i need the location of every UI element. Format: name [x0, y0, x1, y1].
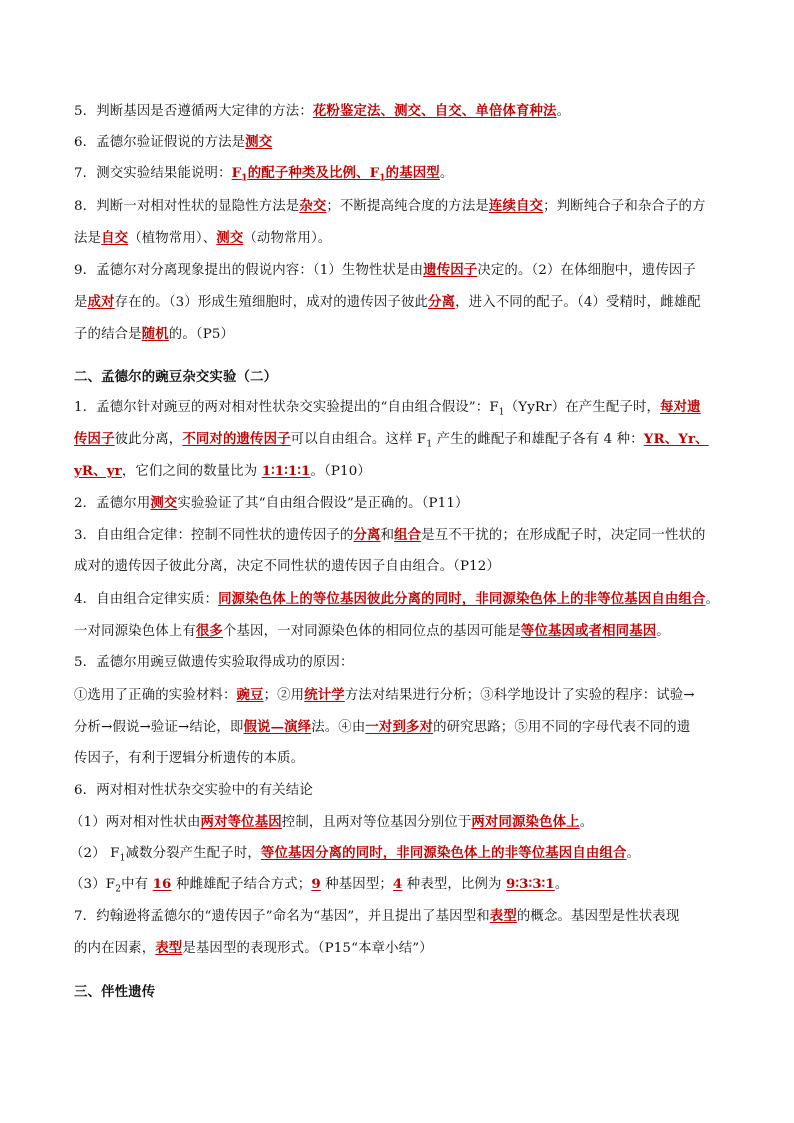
item-7 [74, 163, 453, 189]
text: 7．测交实验结果能说明： [74, 166, 232, 181]
s2-item-1-line-1: 1．孟德尔针对豌豆的两对相对性状杂交实验提出的“自由组合假设”：$F_1(YyRr)$在产生配子时，每对遗 [74, 399, 701, 418]
answer: 连续自交 [488, 198, 544, 214]
answer: 等位基因分离的同时，非同源染色体上的非等位基因自由组合 [260, 845, 627, 861]
answer: 花粉鉴定法、测交、自交、单倍体育种法 [312, 103, 557, 119]
item-6 [74, 132, 272, 153]
answer: 测交 [150, 495, 178, 511]
answer: $F_1$的配子种类及比例、$F_1$的基因型 [231, 165, 440, 184]
answer: 假说—演绎 [243, 719, 312, 735]
answer: 16 [152, 876, 172, 892]
answer: 表型 [489, 908, 517, 924]
s2-item-5-line-3: 分析→假说→验证→结论，即假说—演绎法。④由一对到多对的研究思路；⑤用不同的字母代表不同的遗 [74, 719, 691, 735]
text: 。 [439, 166, 454, 181]
text: 。 [556, 104, 571, 119]
answer: 组合 [394, 527, 422, 543]
s2-item-6-line-1: 6．两对相对性状杂交实验中的有关结论 [74, 783, 313, 798]
s2-item-5-line-4: 传因子，有利于逻辑分析遗传的本质。 [74, 751, 305, 766]
answer: 自交 [101, 230, 129, 246]
s2-item-7-line-1: 7．约翰逊将孟德尔的“遗传因子”命名为“基因”，并且提出了基因型和表型的概念。基因型是性状表现 [74, 908, 680, 924]
s2-item-3-line-1: 3．自由组合定律：控制不同性状的遗传因子的分离和组合是互不干扰的；在形成配子时，决定同一性状的 [74, 527, 706, 543]
answer: YR、Yr、 [643, 431, 709, 447]
s2-item-2: 2．孟德尔用测交实验验证了其“自由组合假设”是正确的。（P11） [74, 495, 469, 511]
answer: 传因子 [74, 431, 115, 447]
s2-item-1-line-2: 传因子彼此分离，不同对的遗传因子可以自由组合。这样 $F_1$ 产生的雌配子和雄配子各有 4 种：YR、Yr、 [74, 431, 709, 450]
answer: 两对同源染色体上 [471, 814, 580, 830]
s2-item-4-line-1: 4．自由组合定律实质：同源染色体上的等位基因彼此分离的同时，非同源染色体上的非等位基因自由组合。 [74, 591, 720, 607]
answer: 统计学 [304, 687, 345, 703]
answer: 不同对的遗传因子 [182, 431, 291, 447]
answer: 豌豆 [236, 687, 264, 703]
answer: 9 [311, 876, 321, 892]
s2-item-7-line-2: 的内在因素，表型是基因型的表现形式。（P15“本章小结”） [74, 940, 433, 956]
answer: 同源染色体上的等位基因彼此分离的同时，非同源染色体上的非等位基因自由组合 [218, 591, 706, 607]
s2-item-5-line-2: ①选用了正确的实验材料：豌豆；②用统计学方法对结果进行分析；③科学地设计了实验的程序：试验→ [74, 687, 695, 703]
answer: 4 [392, 876, 403, 892]
answer: 杂交 [299, 198, 327, 214]
answer: 随机 [141, 326, 169, 342]
answer: 1∶1∶1∶1 [261, 463, 311, 479]
answer: yR、yr [74, 463, 122, 479]
section-3-heading: 三、伴性遗传 [74, 985, 156, 1000]
answer: 分离 [428, 294, 456, 310]
answer: 测交 [245, 134, 273, 150]
answer: 等位基因或者相同基因 [520, 623, 657, 639]
section-2-heading: 二、孟德尔的豌豆杂交实验（二） [74, 370, 278, 385]
answer: 遗传因子 [423, 262, 478, 278]
s2-item-1-line-3: yR、yr，它们之间的数量比为 1∶1∶1∶1。（P10） [74, 463, 371, 479]
s2-item-6-line-4: $(3)F_2$中有 16 种雌雄配子结合方式；9 种基因型；4 种表型，比例为 9∶3∶3∶1。 [70, 876, 569, 895]
item-9-line-1: 9．孟德尔对分离现象提出的假说内容：（1）生物性状是由遗传因子决定的。（2）在体细胞中，遗传因子 [74, 262, 696, 278]
answer: 很多 [195, 623, 223, 639]
answer: 9∶3∶3∶1 [506, 876, 555, 892]
answer: 一对到多对 [365, 719, 434, 735]
s2-item-6-line-3: （2） $F_1$减数分裂产生配子时，等位基因分离的同时，非同源染色体上的非等位基因自由组合。 [70, 845, 641, 864]
s2-item-6-line-2: （1）两对相对性状由两对等位基因控制，且两对等位基因分别位于两对同源染色体上。 [70, 814, 594, 830]
item-9-line-3: 子的结合是随机的。（P5） [74, 326, 235, 342]
item-9-line-2: 是成对存在的。（3）形成生殖细胞时，成对的遗传因子彼此分离，进入不同的配子。（4）受精时，雌雄配 [74, 294, 701, 310]
s2-item-4-line-2: 一对同源染色体上有很多个基因，一对同源染色体的相同位点的基因可能是等位基因或者相同基因。 [74, 623, 670, 639]
s2-item-5-line-1: 5．孟德尔用豌豆做遗传实验取得成功的原因： [74, 655, 354, 670]
item-5 [74, 101, 570, 122]
s2-item-3-line-2: 成对的遗传因子彼此分离，决定不同性状的遗传因子自由组合。（P12） [74, 559, 501, 574]
answer: 两对等位基因 [200, 814, 282, 830]
answer: 成对 [87, 294, 115, 310]
answer: 每对遗 [660, 399, 701, 415]
text: 5．判断基因是否遵循两大定律的方法： [74, 104, 313, 119]
answer: 表型 [155, 940, 183, 956]
text: 6．孟德尔验证假说的方法是 [74, 135, 246, 150]
item-8-line-2: 法是自交（植物常用）、测交（动物常用）。 [74, 230, 332, 246]
answer: 测交 [216, 230, 244, 246]
answer: 分离 [353, 527, 381, 543]
item-8-line-1: 8．判断一对相对性状的显隐性方法是杂交；不断提高纯合度的方法是连续自交；判断纯合子和杂合子的方 [74, 198, 706, 214]
